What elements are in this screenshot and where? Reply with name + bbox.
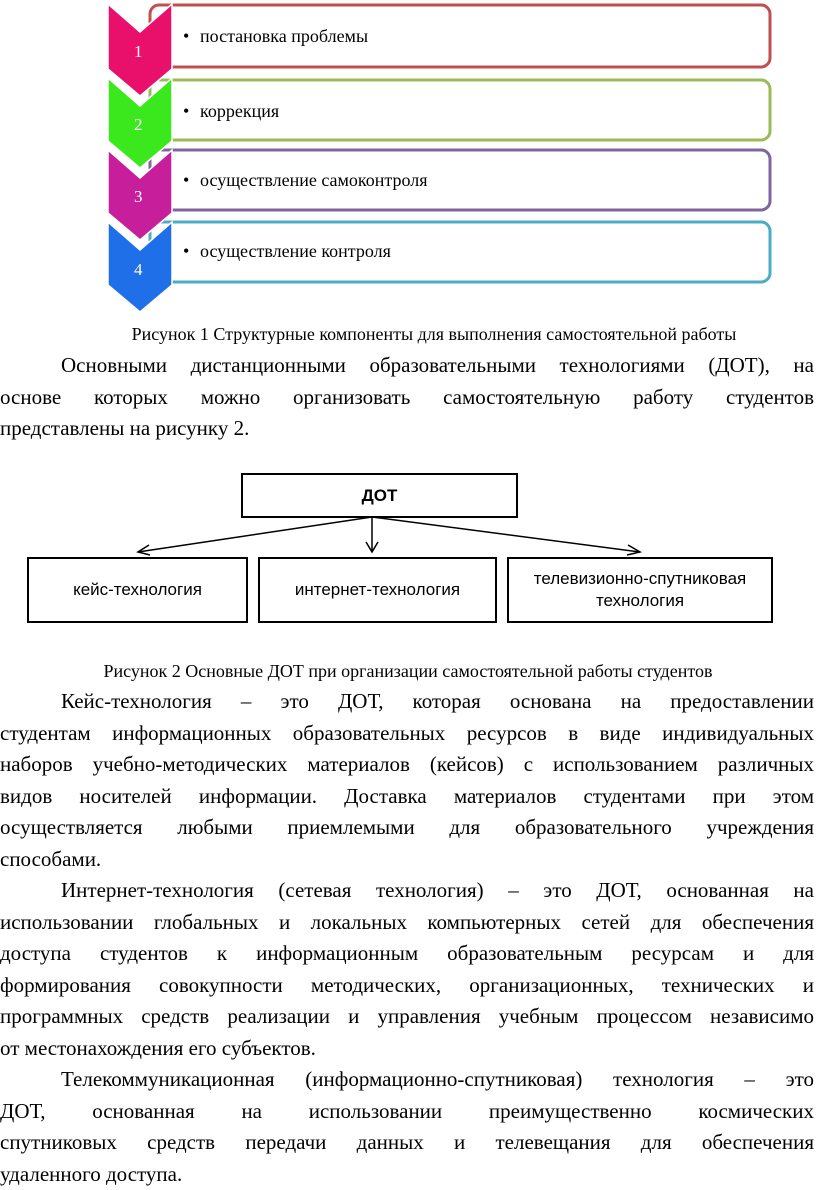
tv-satellite-technology-label-line1: телевизионно-спутниковая bbox=[533, 569, 747, 588]
step-1-text: постановка проблемы bbox=[200, 26, 369, 46]
paragraph-line: видов носителей информации. Доставка материалов студентами при этом bbox=[0, 783, 814, 808]
internet-technology-box bbox=[258, 557, 497, 623]
paragraph-line: представлены на рисунку 2. bbox=[0, 416, 250, 440]
paragraph-line: формирования совокупности методических, организационных, технических и bbox=[0, 972, 814, 997]
paragraph-line: наборов учебно-методических материалов (кейсов) с использованием различных bbox=[0, 752, 814, 776]
paragraph-1 bbox=[0, 350, 814, 445]
step-1-bullet: • bbox=[183, 26, 190, 46]
paragraph-line: Интернет-технология (сетевая технология) – это ДОТ, основанная на bbox=[61, 878, 814, 902]
paragraph-3 bbox=[0, 875, 814, 1064]
figure-2-dot-diagram bbox=[0, 465, 816, 630]
paragraph-line: доступа студентов к информационным образовательным ресурсам и для bbox=[0, 941, 814, 965]
paragraph-line: от местонахождения его субъектов. bbox=[0, 1035, 316, 1060]
tv-satellite-technology-label-line2: технология bbox=[595, 591, 685, 610]
paragraph-line: удаленного доступа. bbox=[0, 1161, 183, 1186]
step-3-bullet: • bbox=[183, 170, 190, 190]
step-4-bullet: • bbox=[183, 241, 190, 261]
paragraph-line: спутниковых средств передачи данных и телевещания для обеспечения bbox=[0, 1130, 814, 1154]
paragraph-line: программных средств реализации и управления учебным процессом независимо bbox=[0, 1004, 814, 1028]
paragraph-line: ДОТ, основанная на использовании преимущественно космических bbox=[0, 1098, 814, 1123]
case-technology-label: кейс-технология bbox=[73, 580, 202, 599]
step-3-text: осуществление самоконтроля bbox=[200, 170, 428, 190]
figure-2-caption: Рисунок 2 Основные ДОТ при организации самостоятельной работы студентов bbox=[103, 661, 713, 681]
figure-1-process-diagram bbox=[0, 0, 816, 320]
figure-1-caption: Рисунок 1 Структурные компоненты для выполнения самостоятельной работы bbox=[131, 324, 737, 344]
step-2-bullet: • bbox=[183, 101, 190, 121]
paragraph-2 bbox=[0, 686, 814, 875]
dot-root-label: ДОТ bbox=[361, 485, 398, 505]
paragraph-line: способами. bbox=[0, 846, 102, 871]
step-2-number: 2 bbox=[134, 115, 143, 134]
paragraph-line: основе которых можно организовать самостоятельную работу студентов bbox=[0, 384, 814, 409]
step-3-number: 3 bbox=[134, 187, 143, 206]
tv-satellite-technology-box bbox=[507, 557, 773, 623]
paragraph-line: Телекоммуникационная (информационно-спутниковая) технология – это bbox=[61, 1067, 814, 1091]
step-1-number: 1 bbox=[134, 42, 143, 61]
case-technology-box bbox=[27, 557, 248, 623]
paragraph-line: студентам информационных образовательных ресурсов в виде индивидуальных bbox=[0, 720, 814, 745]
paragraph-line: осуществляется любыми приемлемыми для образовательного учреждения bbox=[0, 815, 814, 839]
step-4-text: осуществление контроля bbox=[200, 241, 391, 261]
paragraph-line: использовании глобальных и локальных компьютерных сетей для обеспечения bbox=[0, 909, 814, 934]
step-2-text: коррекция bbox=[200, 101, 280, 121]
step-4-number: 4 bbox=[134, 260, 143, 279]
internet-technology-label: интернет-технология bbox=[294, 580, 461, 599]
connector-right bbox=[372, 517, 640, 552]
paragraph-4 bbox=[0, 1064, 814, 1190]
paragraph-line: Основными дистанционными образовательными технологиями (ДОТ), на bbox=[61, 353, 814, 377]
dot-root-box bbox=[241, 473, 518, 518]
connector-left bbox=[138, 517, 372, 552]
paragraph-line: Кейс-технология – это ДОТ, которая основана на предоставлении bbox=[61, 689, 814, 713]
